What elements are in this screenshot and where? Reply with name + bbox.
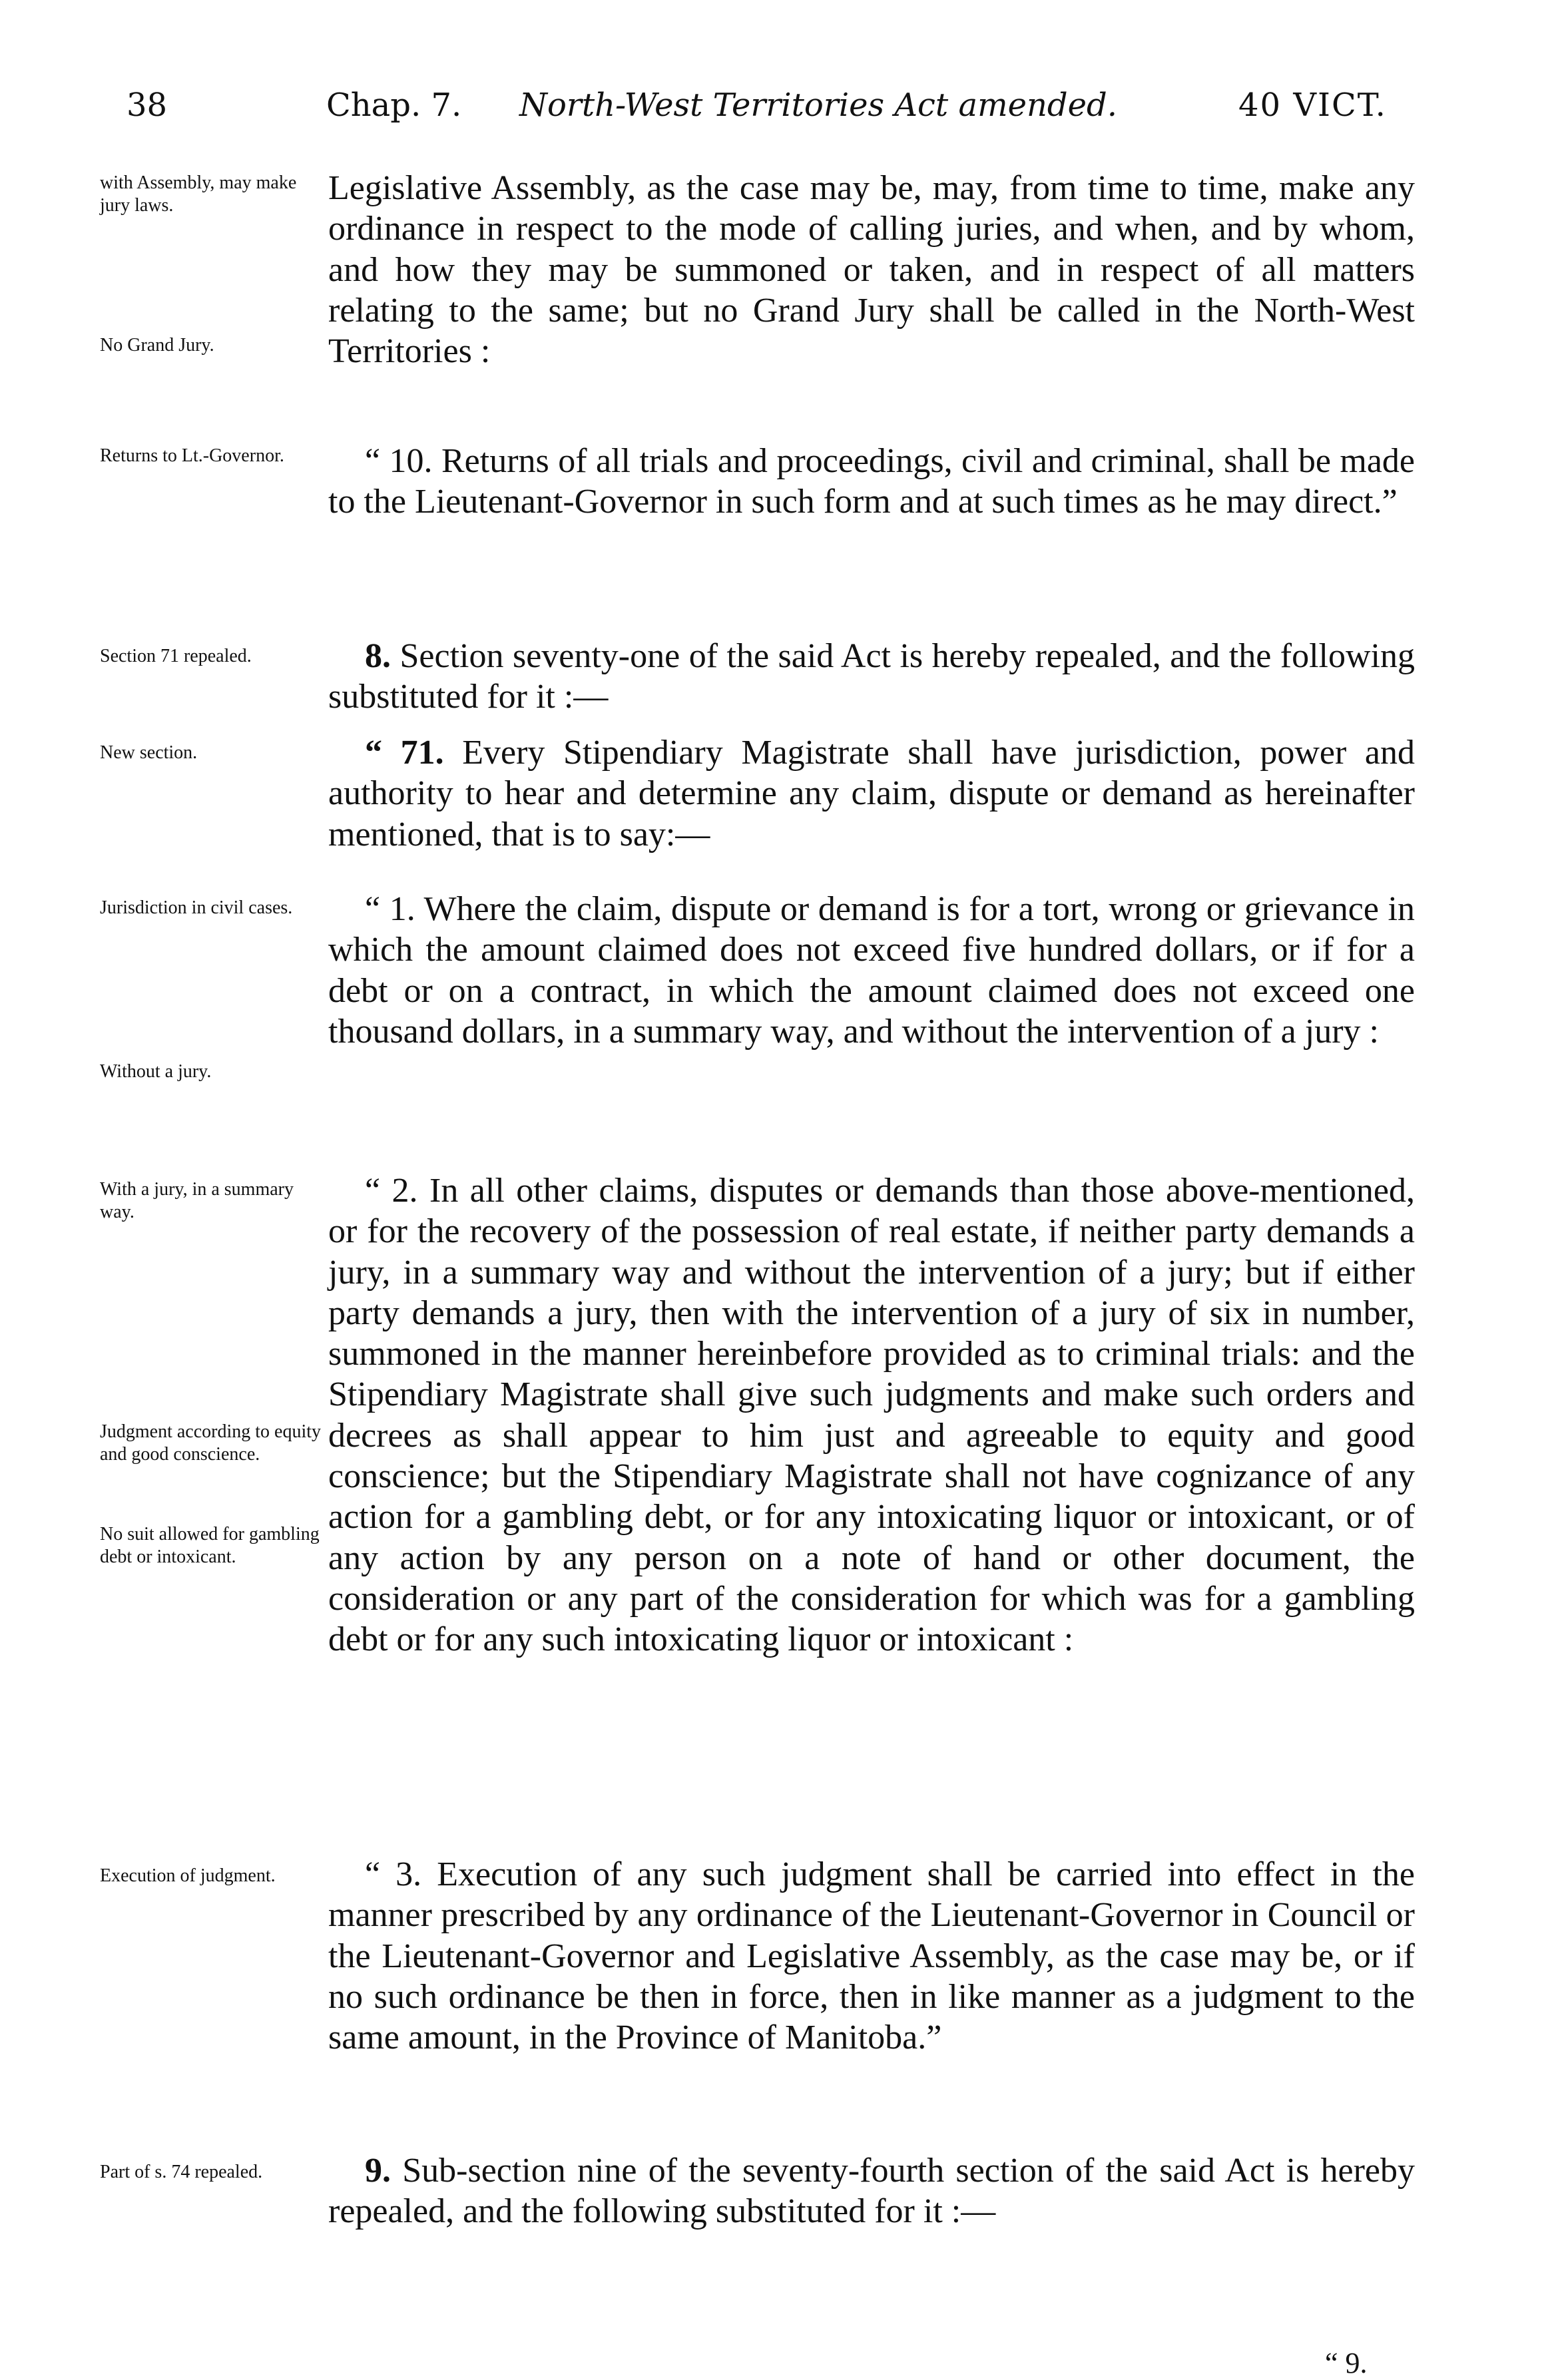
section-text — [328, 1170, 1415, 1660]
paragraph: “ 1. Where the claim, dispute or demand is for a tort, wrong or grievance in which the amount claimed does not exceed five hundred dollars, or if for a debt or on a contract, in which the amount claimed does not exceed one thousand dollars, in a summary way, and without the intervention of a jury : — [328, 890, 1415, 1051]
paragraph — [328, 2150, 1415, 2232]
margin-note: Without a jury. — [100, 1061, 212, 1082]
paragraph: “ 10. Returns of all trials and proceedings, civil and criminal, shall be made to the Lieutenant-Governor in such form and at such times as he may direct.” — [328, 442, 1415, 521]
section-text — [328, 168, 1415, 371]
margin-note: Jurisdiction in civil cases. — [100, 897, 293, 918]
paragraph — [328, 732, 1415, 855]
paragraph: Legislative Assembly, as the case may be, may, from time to time, make any ordinance in respect to the mode of calling juries, and when, and by whom, and how they may be summoned or taken, and in respect of all matters relating to the same; but no Grand Jury shall be called in the North-West Territories : — [328, 169, 1415, 371]
section-number: “ 71. — [365, 734, 444, 772]
margin-note: No Grand Jury. — [100, 335, 214, 356]
running-header — [0, 87, 1550, 140]
margin-note: With a jury, in a summary way. — [100, 1179, 294, 1222]
margin-note: No suit allowed for gambling debt or intoxicant. — [100, 1524, 320, 1567]
regnal-year: 40 VICT. — [1238, 87, 1387, 124]
paragraph: “ 3. Execution of any such judgment shall be carried into effect in the manner prescribed by any ordinance of the Lieutenant-Governor in Council or the Lieutenant-Governor and Legislative Assembly, as the case may be, or if no such ordinance be then in force, then in like manner as a judgment to the same amount, in the Province of Manitoba.” — [328, 1855, 1415, 2057]
section-text — [328, 2150, 1415, 2232]
paragraph-text: Sub-section nine of the seventy-fourth section of the said Act is hereby repealed, and the following substituted for it :— — [328, 2152, 1415, 2231]
section-text — [328, 1854, 1415, 2058]
catchword: “ 9. — [1325, 2347, 1368, 2379]
paragraph: “ 2. In all other claims, disputes or demands than those above-mentioned, or for the recovery of the possession of real estate, if neither party demands a jury, in a summary way and without the intervention of a jury; but if either party demands a jury, then with the intervention of a jury of six in number, summoned in the manner hereinbefore provided as to criminal trials: and the Stipendiary Magistrate shall give such judgments and make such orders and decrees as shall appear to him just and agreeable to equity and good conscience; but the Stipendiary Magistrate shall not have cognizance of any action for a gambling debt, or for any intoxicating liquor or intoxicant, or of any action by any person on a note of hand or other document, the consideration or any part of the consideration for which was for a gambling debt or for any such intoxicating liquor or intoxicant : — [328, 1172, 1415, 1659]
section-text — [328, 889, 1415, 1052]
margin-note: with Assembly, may make jury laws. — [100, 172, 297, 216]
chapter-label: Chap. 7. — [326, 87, 462, 124]
margin-note: Part of s. 74 repealed. — [100, 2162, 263, 2182]
act-title: North-West Territories Act amended. — [519, 87, 1118, 124]
section-text — [328, 732, 1415, 855]
margin-note: Returns to Lt.-Governor. — [100, 445, 284, 466]
margin-note: Judgment according to equity and good conscience. — [100, 1421, 322, 1465]
margin-note: Section 71 repealed. — [100, 646, 252, 666]
section-number: 8. — [365, 637, 391, 675]
paragraph — [328, 636, 1415, 718]
margin-note: Execution of judgment. — [100, 1865, 276, 1886]
margin-note: New section. — [100, 742, 198, 763]
paragraph-text: Section seventy-one of the said Act is hereby repealed, and the following substituted for it :— — [328, 637, 1415, 716]
paragraph-text: Every Stipendiary Magistrate shall have jurisdiction, power and authority to hear and determine any claim, dispute or demand as hereinafter mentioned, that is to say:— — [328, 734, 1415, 853]
page-number: 38 — [127, 87, 168, 124]
section-text — [328, 441, 1415, 523]
section-text — [328, 636, 1415, 718]
section-number: 9. — [365, 2152, 391, 2190]
